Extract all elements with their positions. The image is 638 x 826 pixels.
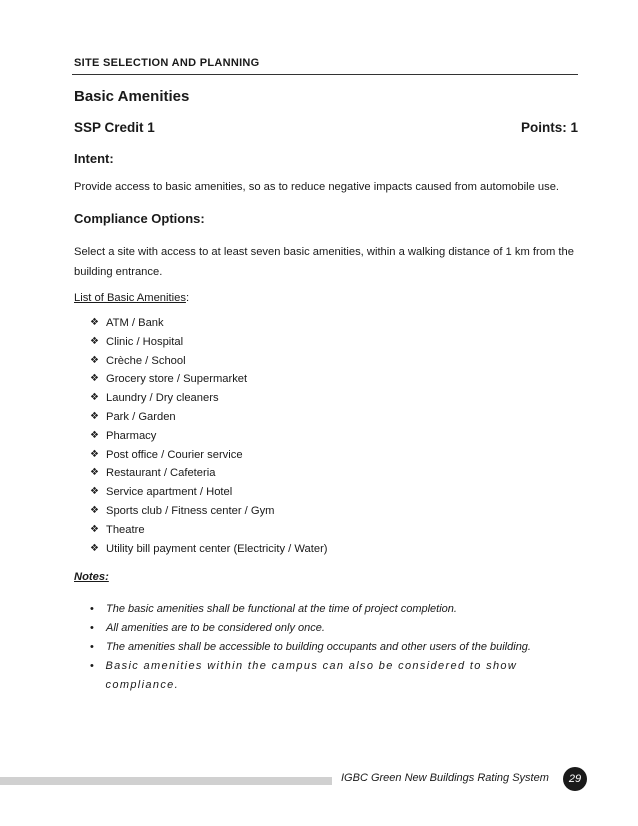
notes-heading: Notes: [74,571,109,583]
footer-title: IGBC Green New Buildings Rating System [341,772,549,784]
note-text: All amenities are to be considered only once. [106,622,325,634]
amenity-label: ATM / Bank [106,317,164,329]
diamond-bullet-icon: ❖ [90,542,99,554]
diamond-bullet-icon: ❖ [90,429,99,441]
list-item [90,389,328,408]
amenities-list-heading-colon: : [185,292,190,304]
amenity-label: Crèche / School [106,354,186,367]
page-title: Basic Amenities [74,88,190,105]
diamond-bullet-icon: ❖ [90,335,99,347]
compliance-heading: Compliance Options: [74,211,205,226]
compliance-text: Select a site with access to at least seven basic amenities, within a walking distance of 1 km from the building entrance. [74,246,574,278]
note-text: The basic amenities shall be functional at the time of project completion. [106,603,457,615]
amenities-list-heading [74,292,189,304]
list-item [90,483,328,502]
section-header: SITE SELECTION AND PLANNING [74,57,260,69]
list-item [90,521,328,540]
amenity-label: Post office / Courier service [106,448,243,461]
notes-list [90,600,580,691]
diamond-bullet-icon: ❖ [90,410,99,422]
list-item [90,427,328,446]
dot-bullet-icon: • [90,641,94,653]
note-item [90,600,580,619]
list-item [90,502,328,521]
amenity-label: Grocery store / Supermarket [106,373,248,386]
dot-bullet-icon: • [90,603,94,615]
amenity-label: Laundry / Dry cleaners [106,392,219,405]
list-item [90,370,328,389]
amenity-label: Clinic / Hospital [106,335,184,348]
intent-text: Provide access to basic amenities, so as to reduce negative impacts caused from automobile use. [74,181,560,193]
amenity-label: Theatre [106,523,145,536]
footer-bar [0,777,332,785]
dot-bullet-icon: • [90,660,96,672]
note-item [90,619,580,638]
amenity-label: Utility bill payment center (Electricity / Water) [106,542,328,555]
list-item [90,352,328,371]
note-item [90,638,580,657]
list-item [90,540,328,559]
amenity-label: Sports club / Fitness center / Gym [106,504,275,517]
credit-label: SSP Credit 1 [74,120,155,135]
diamond-bullet-icon: ❖ [90,392,99,404]
diamond-bullet-icon: ❖ [90,486,99,498]
diamond-bullet-icon: ❖ [90,317,99,328]
list-item [90,446,328,465]
list-item [90,464,328,483]
list-item [90,333,328,352]
dot-bullet-icon: • [90,622,94,634]
page-number-badge: 29 [563,767,587,791]
diamond-bullet-icon: ❖ [90,504,99,516]
amenity-label: Restaurant / Cafeteria [106,467,216,480]
points-label: Points: 1 [520,120,578,135]
diamond-bullet-icon: ❖ [90,467,99,479]
note-text: The amenities shall be accessible to building occupants and other users of the building. [106,641,531,653]
header-divider [72,74,578,75]
amenity-label: Pharmacy [106,429,157,442]
diamond-bullet-icon: ❖ [90,448,99,460]
diamond-bullet-icon: ❖ [90,523,99,535]
amenity-label: Park / Garden [106,410,176,423]
list-item [90,408,328,427]
amenities-list [90,314,328,558]
list-item [90,314,328,333]
amenities-list-heading-text: List of Basic Amenities [74,292,186,304]
note-item [90,657,580,691]
amenity-label: Service apartment / Hotel [106,486,233,499]
diamond-bullet-icon: ❖ [90,373,99,385]
intent-heading: Intent: [74,151,114,166]
note-text: Basic amenities within the campus can also be considered to show compliance. [105,660,518,691]
diamond-bullet-icon: ❖ [90,354,99,366]
